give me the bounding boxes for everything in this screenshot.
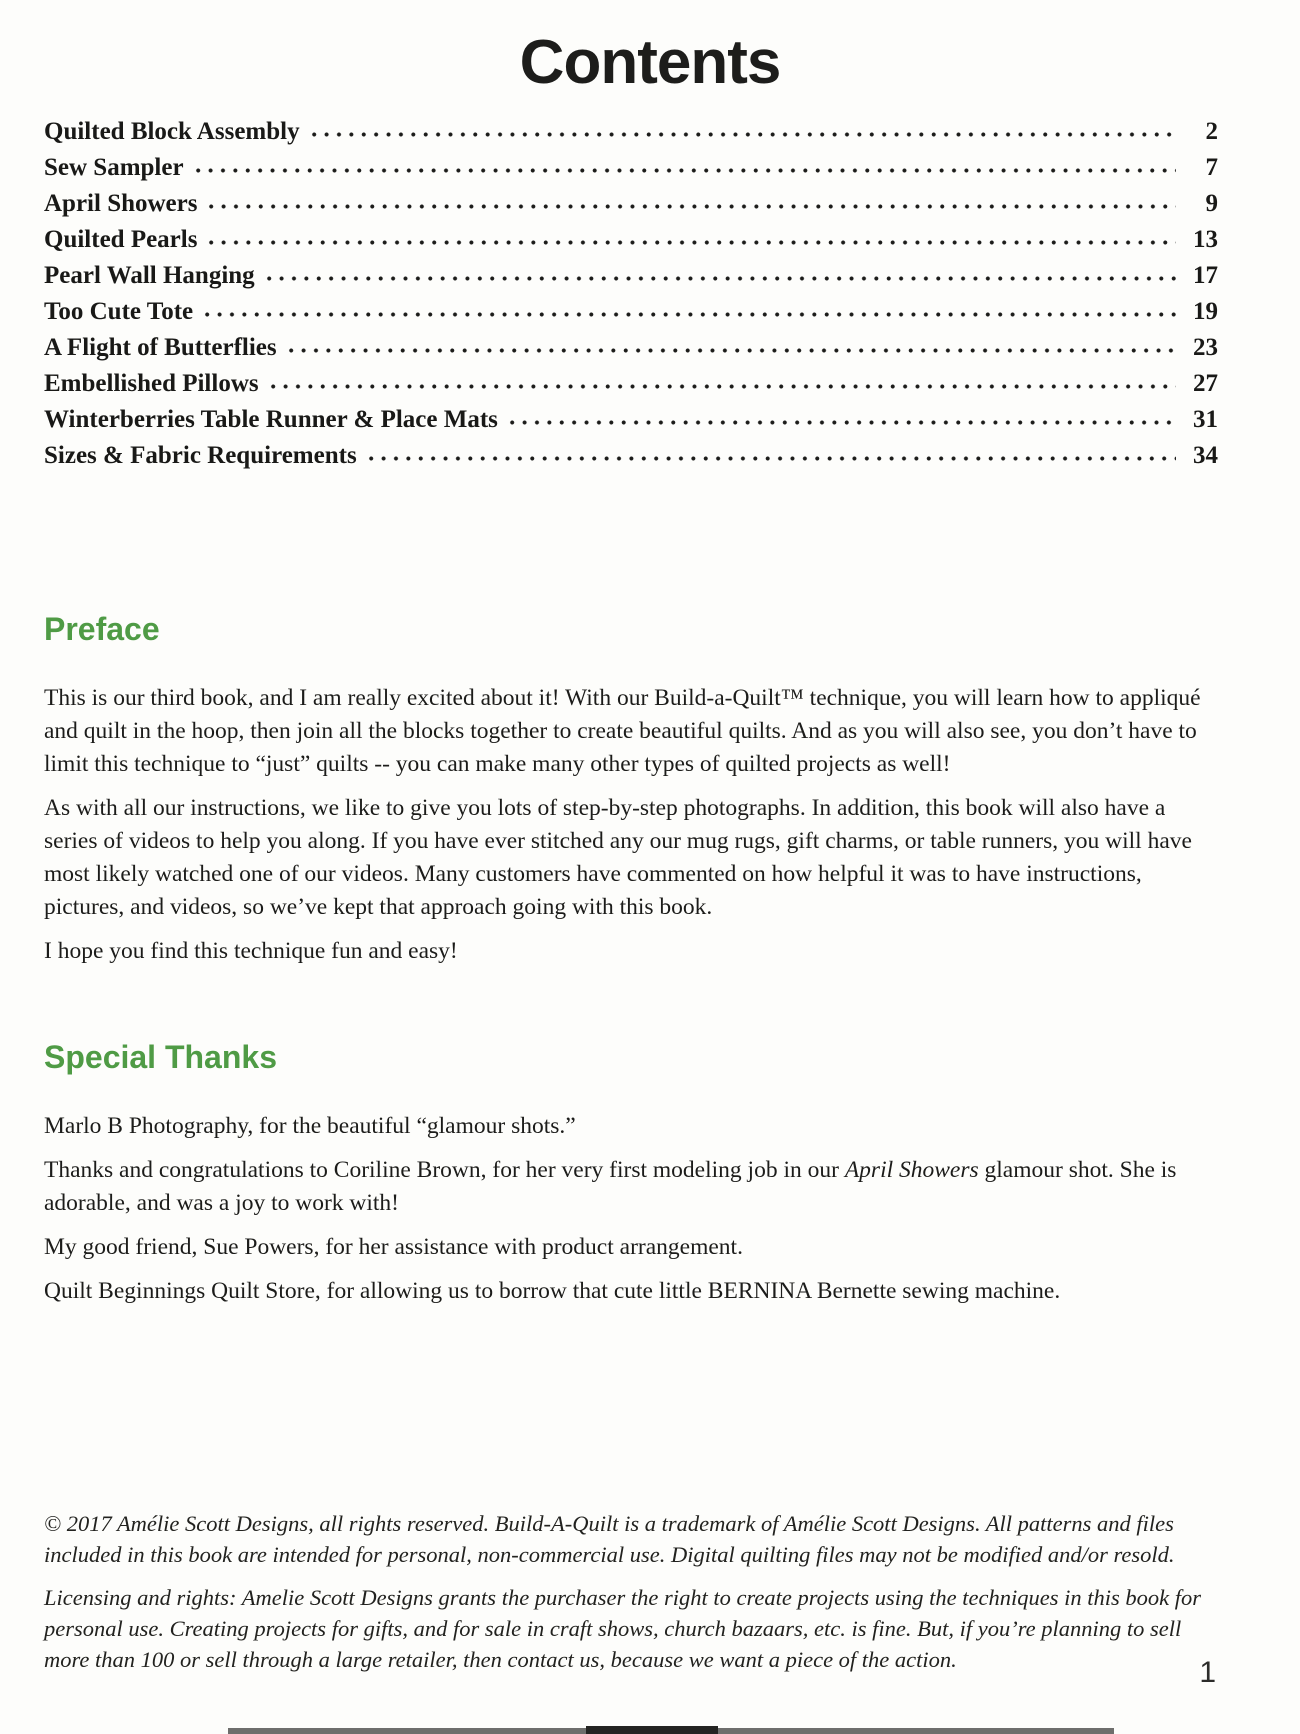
toc-entry-page: 17: [1193, 262, 1218, 289]
toc-entry-label: April Showers: [44, 190, 198, 217]
toc-entry: [44, 190, 1218, 226]
text-segment: Marlo B Photography, for the beautiful “glamour shots.”: [44, 1113, 576, 1139]
toc-list: [44, 118, 1218, 478]
dot-leader: [205, 240, 1176, 245]
text-segment: © 2017 Amélie Scott Designs, all rights reserved. Build-A-Quilt is a trademark of Amélie Scott Designs. All patterns and files included in this book are intended for personal, non-commercial use. Digital quilting files may not be modified and/or resold.: [44, 1511, 1175, 1567]
special-thanks-paragraphs: [44, 1110, 1218, 1308]
text-segment: April Showers: [844, 1157, 979, 1183]
toc-entry: [44, 442, 1218, 478]
special-thanks-heading: Special Thanks: [44, 1039, 277, 1075]
toc-entry: [44, 334, 1218, 370]
paragraph: [44, 935, 1218, 968]
toc-entry-label: Embellished Pillows: [44, 370, 259, 397]
toc-entry: [44, 370, 1218, 406]
toc-entry-page: 34: [1193, 442, 1218, 469]
toc-entry-label: A Flight of Butterflies: [44, 334, 277, 361]
text-segment: As with all our instructions, we like to give you lots of step-by-step photographs. In addition, this book will also have a series of videos to help you along. If you have ever stitched any our mug rugs, gift charms, or table runners, you will have most likely watched one of our videos. Many customers have commented on how helpful it was to have instructions, pictures, and videos, so we’ve kept that approach going with this book.: [44, 795, 1192, 920]
preface-paragraphs: [44, 682, 1218, 968]
dot-leader: [205, 204, 1176, 209]
toc-entry-label: Sizes & Fabric Requirements: [44, 442, 357, 469]
text-segment: I hope you find this technique fun and easy!: [44, 938, 458, 964]
toc-entry: [44, 262, 1218, 298]
toc-entry-label: Winterberries Table Runner & Place Mats: [44, 406, 498, 433]
dot-leader: [267, 384, 1176, 389]
dot-leader: [192, 168, 1176, 173]
dot-leader: [263, 276, 1176, 281]
toc-entry-page: 31: [1193, 406, 1218, 433]
toc-entry-page: 19: [1193, 298, 1218, 325]
toc-entry-label: Sew Sampler: [44, 154, 184, 181]
toc-entry-page: 7: [1205, 154, 1218, 181]
text-segment: Quilt Beginnings Quilt Store, for allowing us to borrow that cute little BERNINA Bernette sewing machine.: [44, 1278, 1061, 1304]
toc-entry: [44, 298, 1218, 334]
toc-entry: [44, 226, 1218, 262]
toc-entry-label: Too Cute Tote: [44, 298, 194, 325]
toc-entry: [44, 406, 1218, 442]
toc-entry-page: 2: [1205, 118, 1218, 145]
dot-leader: [308, 132, 1176, 137]
text-segment: My good friend, Sue Powers, for her assistance with product arrangement.: [44, 1234, 743, 1260]
dot-leader: [201, 312, 1176, 317]
page-title: Contents: [519, 28, 781, 97]
paragraph: [44, 1582, 1218, 1675]
dot-leader: [285, 348, 1176, 353]
paragraph: [44, 1275, 1218, 1308]
text-segment: This is our third book, and I am really excited about it! With our Build-a-Quilt™ technique, you will learn how to appliqué and quilt in the hoop, then join all the blocks together to create beautiful quilts. And as you will also see, you don’t have to limit this technique to “just” quilts -- you can make many other types of quilted projects as well!: [44, 685, 1201, 777]
toc-entry-page: 27: [1193, 370, 1218, 397]
toc-entry: [44, 118, 1218, 154]
dot-leader: [506, 420, 1176, 425]
paragraph: [44, 1154, 1218, 1220]
toc-entry-label: Pearl Wall Hanging: [44, 262, 255, 289]
toc-entry-page: 13: [1193, 226, 1218, 253]
toc-entry-page: 23: [1193, 334, 1218, 361]
paragraph: [44, 682, 1218, 781]
toc-entry-label: Quilted Block Assembly: [44, 118, 300, 145]
toc-entry-label: Quilted Pearls: [44, 226, 198, 253]
page-number: 1: [1199, 1656, 1216, 1689]
text-segment: Thanks and congratulations to Coriline Brown, for her very first modeling job in our: [44, 1157, 845, 1183]
toc-entry: [44, 154, 1218, 190]
paragraph: [44, 792, 1218, 924]
text-segment: Licensing and rights: Amelie Scott Designs grants the purchaser the right to create projects using the techniques in this book for personal use. Creating projects for gifts, and for sale in craft shows, church bazaars, etc. is fine. But, if you’re planning to sell more than 100 or sell through a large retailer, then contact us, because we want a piece of the action.: [44, 1585, 1201, 1672]
toc-entry-page: 9: [1205, 190, 1218, 217]
paragraph: [44, 1110, 1218, 1143]
dot-leader: [365, 456, 1176, 461]
text-segment: glamour shot. She is adorable, and was a joy to work with!: [44, 1157, 1177, 1216]
scan-edge-artifact: [586, 1726, 718, 1734]
legal-paragraphs: [44, 1508, 1218, 1675]
paragraph: [44, 1508, 1218, 1570]
preface-heading: Preface: [44, 611, 160, 647]
paragraph: [44, 1231, 1218, 1264]
